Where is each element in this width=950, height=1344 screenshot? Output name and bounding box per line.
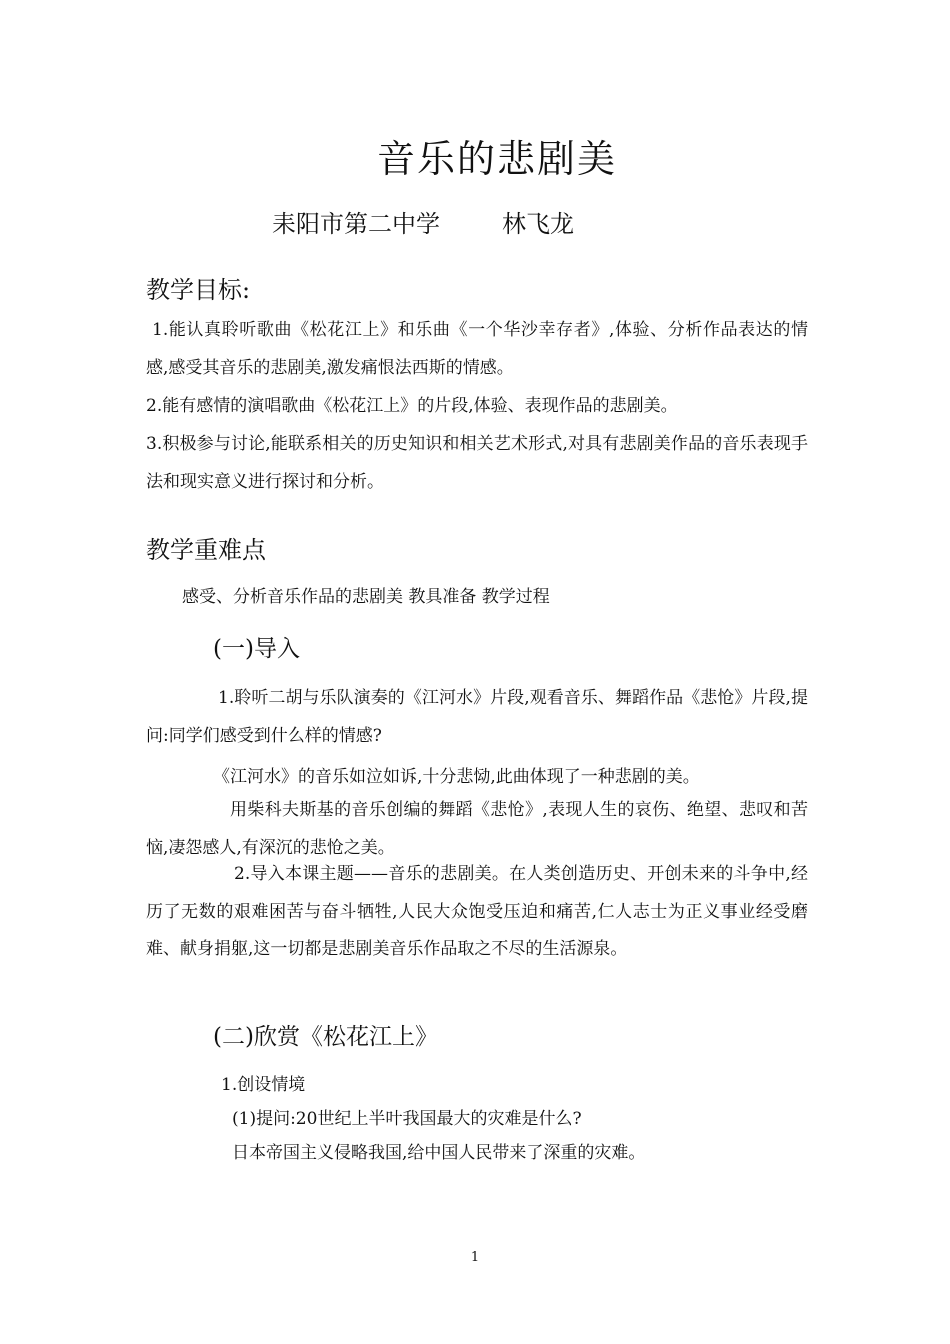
section2-line-2: (1)提问:20世纪上半叶我国最大的灾难是什么? <box>232 1109 582 1129</box>
author-school: 耒阳市第二中学 <box>272 210 440 238</box>
author-name: 林飞龙 <box>502 210 574 238</box>
keypoints-heading: 教学重难点 <box>146 536 266 564</box>
section1-paragraph-1: 1.聆听二胡与乐队演奏的《江河水》片段,观看音乐、舞蹈作品《悲怆》片段,提问:同学们感受到什么样的情感? <box>146 688 808 746</box>
goals-heading: 教学目标: <box>146 276 251 304</box>
section1-heading: (一)导入 <box>213 636 300 662</box>
section1-paragraph-4: 2.导入本课主题——音乐的悲剧美。在人类创造历史、开创未来的斗争中,经历了无数的艰难困苦与奋斗牺牲,人民大众饱受压迫和痛苦,仁人志士为正义事业经受磨难、献身捐躯,这一切都是悲剧美音乐作品取之不尽的生活源泉。 <box>146 864 808 959</box>
goal-item-1: 1.能认真聆听歌曲《松花江上》和乐曲《一个华沙幸存者》,体验、分析作品表达的情感,感受其音乐的悲剧美,激发痛恨法西斯的情感。 <box>146 320 808 378</box>
goal-item-2: 2.能有感情的演唱歌曲《松花江上》的片段,体验、表现作品的悲剧美。 <box>146 396 678 416</box>
section2-line-3: 日本帝国主义侵略我国,给中国人民带来了深重的灾难。 <box>232 1143 646 1163</box>
document-title: 音乐的悲剧美 <box>376 137 617 181</box>
section1-paragraph-3: 用柴科夫斯基的音乐创编的舞蹈《悲怆》,表现人生的哀伤、绝望、悲叹和苦恼,凄怨感人,有深沉的悲怆之美。 <box>146 800 808 858</box>
section2-line-1: 1.创设情境 <box>221 1075 306 1095</box>
section1-paragraph-2: 《江河水》的音乐如泣如诉,十分悲恸,此曲体现了一种悲剧的美。 <box>213 767 700 787</box>
author-line <box>272 204 574 239</box>
section2-heading: (二)欣赏《松花江上》 <box>213 1024 438 1050</box>
goal-item-3: 3.积极参与讨论,能联系相关的历史知识和相关艺术形式,对具有悲剧美作品的音乐表现手法和现实意义进行探讨和分析。 <box>146 434 808 492</box>
page-number: 1 <box>470 1250 480 1265</box>
keypoints-text: 感受、分析音乐作品的悲剧美 教具准备 教学过程 <box>182 587 550 607</box>
